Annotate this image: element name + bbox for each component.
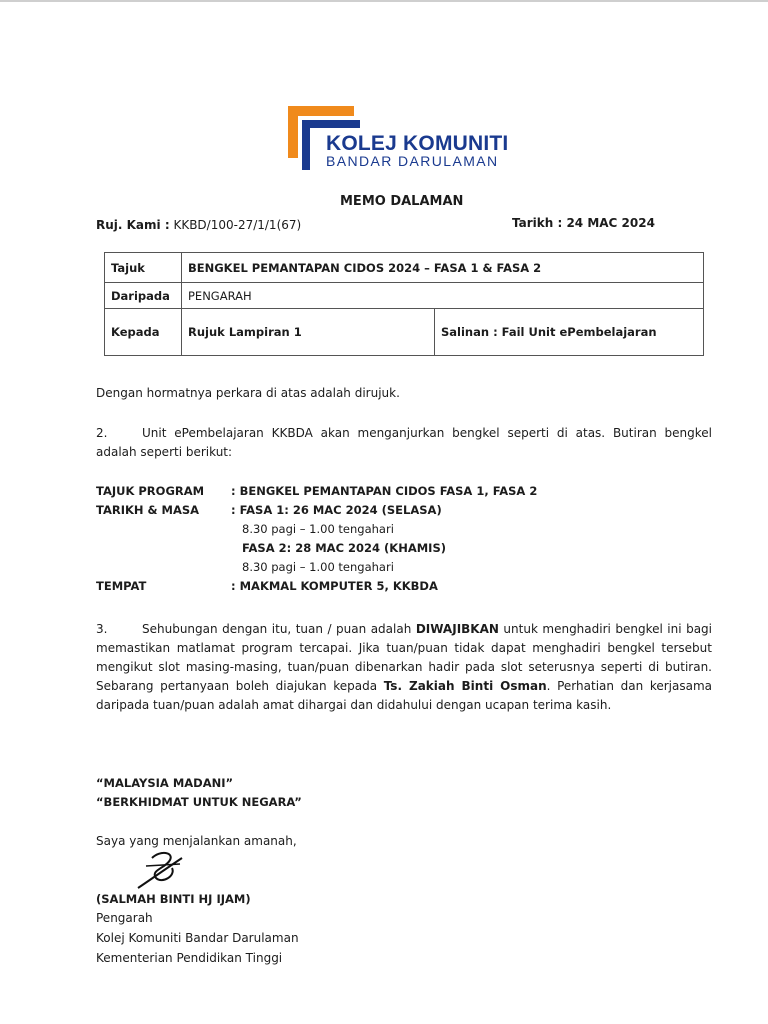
memo-title: MEMO DALAMAN	[340, 194, 464, 209]
program-venue-label: TEMPAT	[96, 579, 147, 593]
memo-info-table	[104, 252, 704, 356]
memo-date: Tarikh : 24 MAC 2024	[512, 216, 655, 230]
table-row-tajuk	[105, 253, 704, 283]
signer-name: (SALMAH BINTI HJ IJAM)	[96, 892, 251, 906]
tajuk-value: BENGKEL PEMANTAPAN CIDOS 2024 – FASA 1 & FASA 2	[182, 253, 704, 283]
daripada-value: PENGARAH	[182, 283, 704, 309]
closing-line: Saya yang menjalankan amanah,	[96, 834, 297, 848]
phase-1-time: 8.30 pagi – 1.00 tengahari	[242, 522, 394, 536]
greeting-paragraph: Dengan hormatnya perkara di atas adalah dirujuk.	[96, 386, 400, 400]
slogan-malaysia-madani: “MALAYSIA MADANI”	[96, 776, 234, 790]
slogan-berkhidmat: “BERKHIDMAT UNTUK NEGARA”	[96, 795, 302, 809]
daripada-label: Daripada	[105, 283, 182, 309]
program-title-value: : BENGKEL PEMANTAPAN CIDOS FASA 1, FASA 2	[231, 484, 538, 498]
kepada-label: Kepada	[105, 309, 182, 356]
signer-ministry: Kementerian Pendidikan Tinggi	[96, 951, 283, 965]
mandatory-emphasis: DIWAJIBKAN	[415, 622, 499, 636]
signer-role: Pengarah	[96, 911, 153, 925]
paragraph-3	[96, 620, 712, 715]
reference-label: Ruj. Kami :	[96, 218, 170, 232]
handwritten-signature	[132, 848, 192, 894]
phase-2-date: FASA 2: 28 MAC 2024 (KHAMIS)	[242, 541, 446, 555]
paragraph-2-text: Unit ePembelajaran KKBDA akan menganjurkan bengkel seperti di atas. Butiran bengkel adalah seperti berikut:	[96, 426, 712, 459]
tajuk-label: Tajuk	[105, 253, 182, 283]
paragraph-3-text-a: Sehubungan dengan itu, tuan / puan adalah	[142, 622, 416, 636]
paragraph-3-number: 3.	[96, 622, 108, 636]
kepada-value: Rujuk Lampiran 1	[182, 309, 435, 356]
logo-name: KOLEJ KOMUNITI	[326, 132, 509, 155]
program-venue-value: : MAKMAL KOMPUTER 5, KKBDA	[231, 579, 438, 593]
reference-line	[96, 218, 301, 232]
program-date-label: TARIKH & MASA	[96, 503, 200, 517]
reference-value: KKBD/100-27/1/1(67)	[173, 218, 302, 232]
program-title-label: TAJUK PROGRAM	[96, 484, 205, 498]
salinan-value: Salinan : Fail Unit ePembelajaran	[435, 309, 704, 356]
table-row-daripada	[105, 283, 704, 309]
paragraph-3-text-b: untuk menghadiri bengkel ini bagi memastikan matlamat program tercapai. Jika tuan/puan tidak dapat menghadiri bengkel tersebut mengikut slot masing-masing, tuan/puan dibenarkan hadir pada slot seterusnya seperti di butiran. Sebarang pertanyaan boleh diajukan kepada	[96, 622, 712, 693]
paragraph-2-number: 2.	[96, 426, 108, 440]
table-row-kepada	[105, 309, 704, 356]
logo-subtitle: BANDAR DARULAMAN	[326, 153, 499, 169]
phase-1-date: : FASA 1: 26 MAC 2024 (SELASA)	[231, 503, 442, 517]
phase-2-time: 8.30 pagi – 1.00 tengahari	[242, 560, 394, 574]
paragraph-2	[96, 424, 712, 462]
college-logo	[286, 104, 516, 174]
signer-institution: Kolej Komuniti Bandar Darulaman	[96, 931, 299, 945]
contact-person: Ts. Zakiah Binti Osman	[383, 679, 547, 693]
paragraph-3-text-c: . Perhatian dan kerjasama daripada tuan/puan adalah amat dihargai dan didahului dengan ucapan terima kasih.	[96, 679, 712, 712]
